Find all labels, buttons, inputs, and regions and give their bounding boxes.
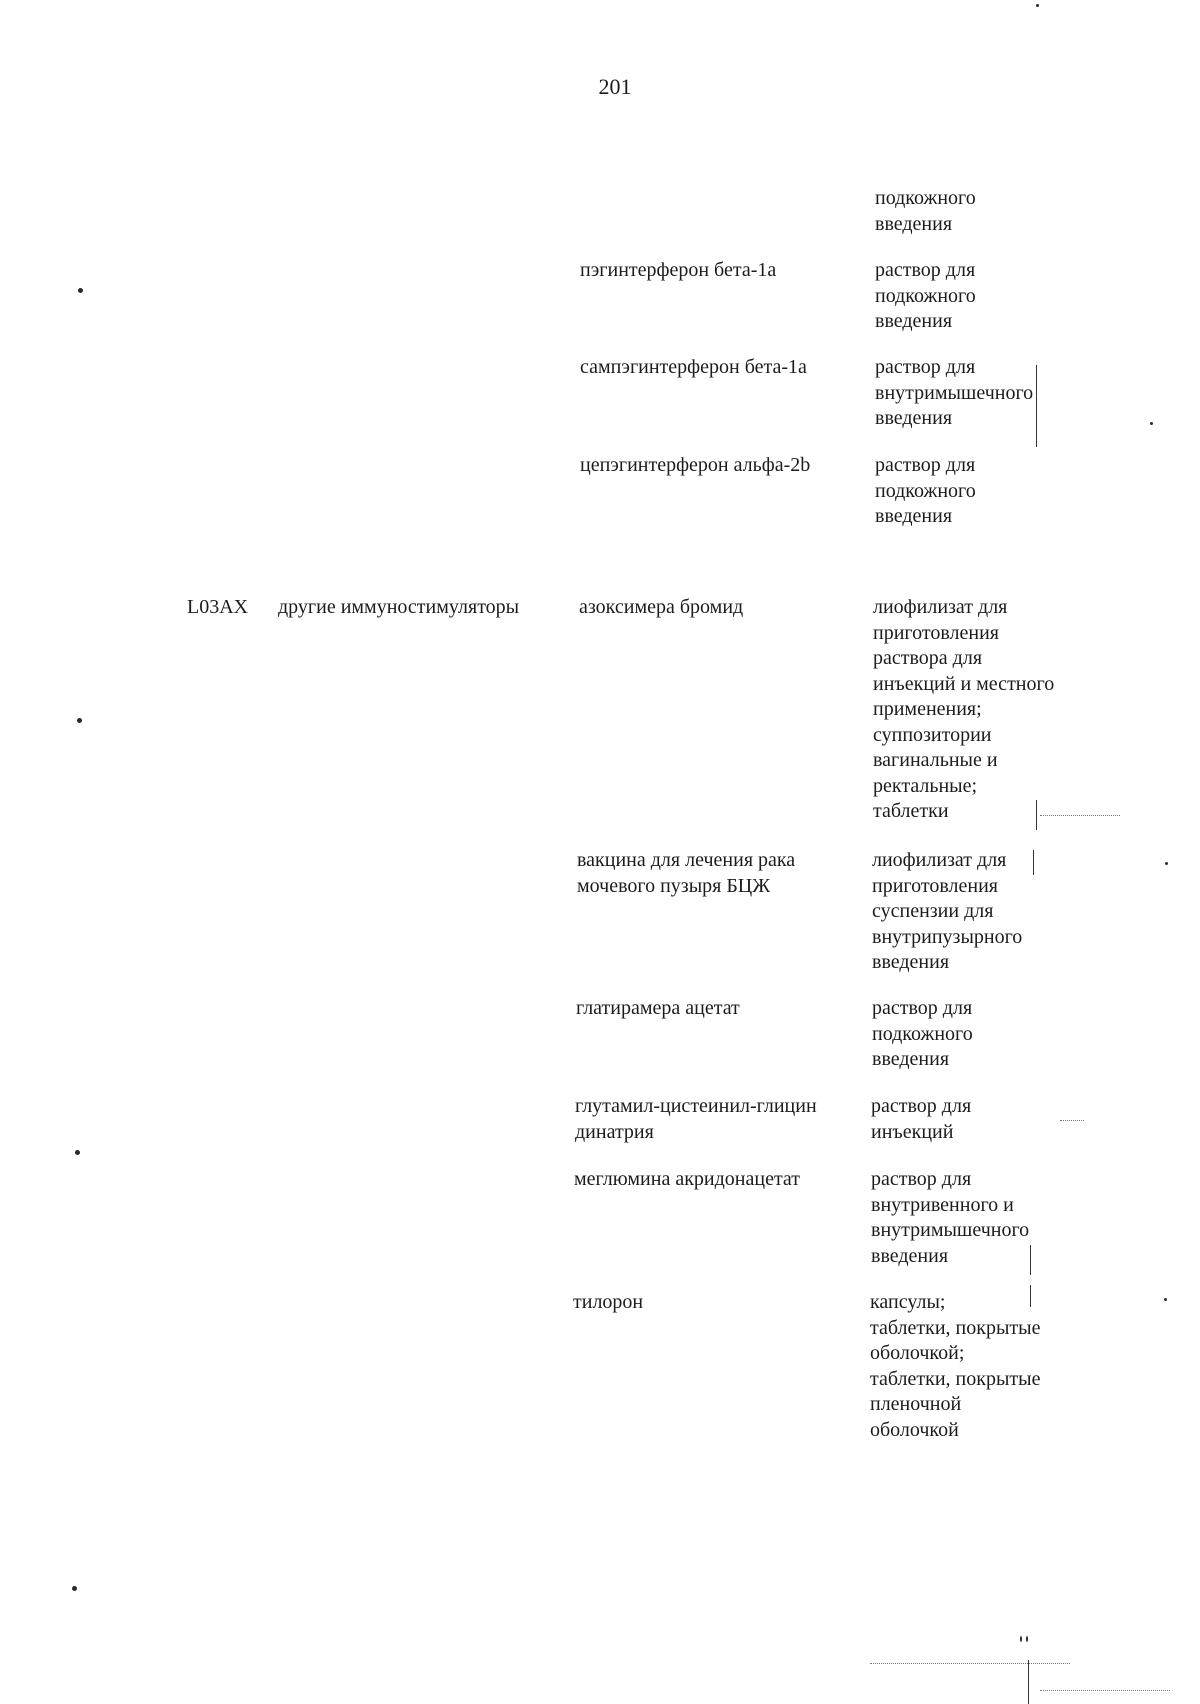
row-4-name: азоксимера бромид xyxy=(579,596,744,618)
page-number: 201 xyxy=(598,74,632,99)
scan-speck xyxy=(78,288,83,293)
scan-mark xyxy=(1030,1245,1031,1275)
scan-speck xyxy=(1150,422,1153,425)
row-4-form: лиофилизат для приготовления раствора для инъекций и местного применения; суппозитории вагинальные и ректальные; таблетки xyxy=(873,596,1055,822)
scan-speck xyxy=(1026,1636,1028,1642)
scan-noise xyxy=(1040,1690,1170,1692)
row-7-form: раствор для инъекций xyxy=(871,1095,972,1143)
row-0-form: подкожного введения xyxy=(875,187,976,235)
row-5-form: лиофилизат для приготовления суспензии для внутрипузырного введения xyxy=(872,849,1023,973)
row-7-name: глутамил-цистеинил-глицин динатрия xyxy=(575,1095,817,1143)
row-6-name: глатирамера ацетат xyxy=(576,997,740,1019)
row-2-form: раствор для внутримышечного введения xyxy=(875,356,1034,429)
row-1-form: раствор для подкожного введения xyxy=(875,259,976,332)
row-9-form: капсулы; таблетки, покрытые оболочкой; таблетки, покрытые пленочной оболочкой xyxy=(870,1291,1041,1441)
row-8-name: меглюмина акридонацетат xyxy=(574,1168,801,1190)
scan-mark xyxy=(1036,800,1037,830)
group-name: другие иммуностимуляторы xyxy=(278,596,520,618)
scan-mark xyxy=(1036,365,1037,447)
row-3-name: цепэгинтерферон альфа-2b xyxy=(580,454,811,476)
scan-speck xyxy=(72,1586,77,1591)
scan-noise xyxy=(1040,815,1120,817)
scan-noise xyxy=(1060,1120,1084,1122)
scan-mark xyxy=(1033,850,1034,875)
row-3-form: раствор для подкожного введения xyxy=(875,454,976,527)
row-1-name: пэгинтерферон бета-1а xyxy=(580,259,777,281)
row-6-form: раствор для подкожного введения xyxy=(872,997,973,1070)
scan-mark xyxy=(1028,1660,1029,1704)
row-8-form: раствор для внутривенного и внутримышечного введения xyxy=(871,1168,1030,1267)
group-code: L03AX xyxy=(187,596,249,618)
row-2-name: сампэгинтерферон бета-1а xyxy=(580,356,807,378)
scan-speck xyxy=(1165,862,1168,865)
scan-speck xyxy=(1020,1636,1022,1642)
scan-speck xyxy=(1164,1298,1167,1301)
row-9-name: тилорон xyxy=(573,1291,644,1313)
scan-speck xyxy=(75,1150,80,1155)
scan-noise xyxy=(870,1663,1070,1665)
row-5-name: вакцина для лечения рака мочевого пузыря БЦЖ xyxy=(577,849,796,897)
scan-speck xyxy=(77,718,82,723)
scan-speck xyxy=(1036,4,1039,7)
scan-mark xyxy=(1030,1285,1031,1307)
